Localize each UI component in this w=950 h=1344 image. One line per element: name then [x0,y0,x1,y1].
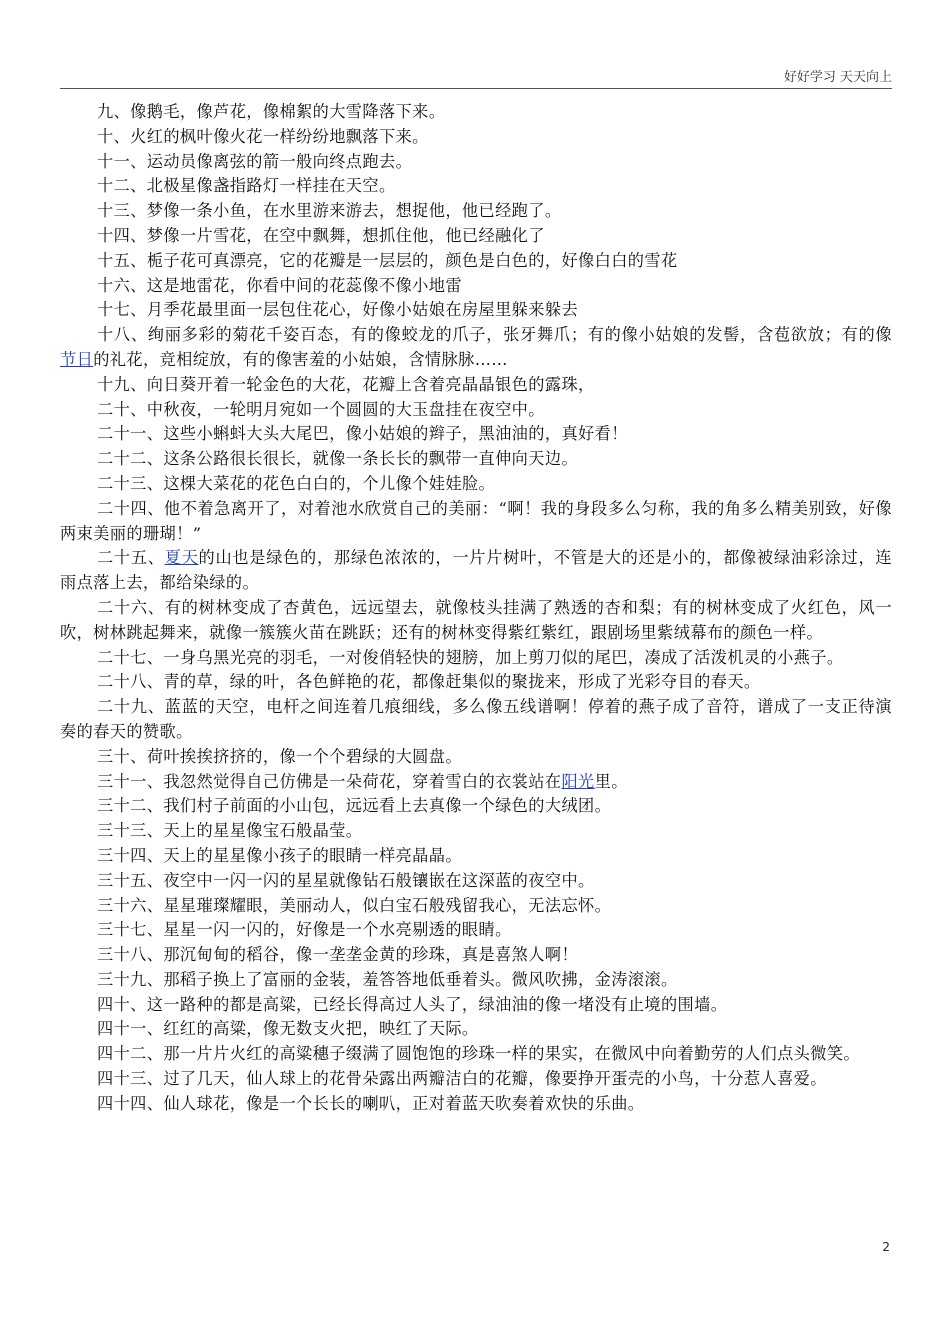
paragraph [60,894,892,919]
paragraph-text: 十五、栀子花可真漂亮，它的花瓣是一层层的，颜色是白色的，好像白白的雪花 [97,250,678,270]
paragraph [60,918,892,943]
paragraph [60,770,892,795]
paragraph-text: 十四、梦像一片雪花，在空中飘舞，想抓住他，他已经融化了 [97,225,545,245]
paragraph [60,472,892,497]
paragraph [60,224,892,249]
paragraph-text: 二十二、这条公路很长很长，就像一条长长的飘带一直伸向天边。 [97,449,579,469]
paragraph [60,100,892,125]
paragraph [60,646,892,671]
paragraph-text: 四十二、那一片片火红的高粱穗子缀满了圆饱饱的珍珠一样的果实，在微风中向着勤劳的人们点头微笑。 [97,1044,861,1064]
paragraph-text: 四十、这一路种的都是高粱，已经长得高过人头了，绿油油的像一堵没有止境的围墙。 [97,994,728,1014]
paragraph-text: 十九、向日葵开着一轮金色的大花，花瓣上含着亮晶晶银色的露珠， [97,374,595,394]
paragraph [60,447,892,472]
paragraph [60,695,892,745]
paragraph-text: 十六、这是地雷花，你看中间的花蕊像不像小地雷 [97,275,462,295]
paragraph [60,869,892,894]
paragraph-text: 十一、运动员像离弦的箭一般向终点跑去。 [97,151,413,171]
paragraph [60,323,892,373]
paragraph-text: 二十八、青的草，绿的叶，各色鲜艳的花，都像赶集似的聚拢来，形成了光彩夺目的春天。 [97,672,761,692]
page-header: 好好学习 天天向上 [60,66,892,89]
paragraph-text: 的山也是绿色的，那绿色浓浓的，一片片树叶，不管是大的还是小的，都像被绿油彩涂过，连雨点落上去，都给染绿的。 [60,548,892,593]
paragraph-text: 四十四、仙人球花，像是一个长长的喇叭，正对着蓝天吹奏着欢快的乐曲。 [97,1093,645,1113]
paragraph-text: 三十一、我忽然觉得自己仿佛是一朵荷花，穿着雪白的衣裳站在 [97,771,562,791]
paragraph-text: 九、像鹅毛，像芦花，像棉絮的大雪降落下来。 [97,102,446,121]
paragraph [60,968,892,993]
hyperlink[interactable]: 节日 [60,349,94,369]
paragraph-text: 十三、梦像一条小鱼，在水里游来游去，想捉他，他已经跑了。 [97,201,562,221]
paragraph-text: 二十五、 [97,548,165,568]
paragraph [60,1067,892,1092]
paragraph-text: 三十、荷叶挨挨挤挤的，像一个个碧绿的大圆盘。 [97,746,462,766]
paragraph-text: 二十七、一身乌黑光亮的羽毛，一对俊俏轻快的翅膀，加上剪刀似的尾巴，凑成了活泼机灵的小燕子。 [97,647,844,667]
paragraph-text: 二十六、有的树林变成了杏黄色，远远望去，就像枝头挂满了熟透的杏和梨；有的树林变成了火红色，风一吹，树林跳起舞来，就像一簇簇火苗在跳跃；还有的树林变得紫红紫红，跟剧场里紫绒幕布的颜色一样。 [60,597,892,642]
paragraph-text: 三十三、天上的星星像宝石般晶莹。 [97,821,363,841]
paragraph-text: 三十九、那稻子换上了富丽的金装，羞答答地低垂着头。微风吹拂，金涛滚滚。 [97,969,678,989]
paragraph-text: 十八、绚丽多彩的菊花千姿百态，有的像蛟龙的爪子，张牙舞爪；有的像小姑娘的发髻，含苞欲放；有的像 [97,325,892,345]
paragraph [60,546,892,596]
paragraph-text: 三十六、星星璀璨耀眼，美丽动人，似白宝石般残留我心，无法忘怀。 [97,895,612,915]
paragraph [60,398,892,423]
paragraph [60,1017,892,1042]
paragraph [60,199,892,224]
paragraph-text: 十七、月季花最里面一层包住花心，好像小姑娘在房屋里躲来躲去 [97,300,579,320]
paragraph-text: 里。 [594,771,628,791]
paragraph [60,422,892,447]
paragraph-text: 二十三、这棵大菜花的花色白白的，个儿像个娃娃脸。 [97,473,496,493]
paragraph-text: 二十九、蓝蓝的天空，电杆之间连着几痕细线，多么像五线谱啊！停着的燕子成了音符，谱成了一支正待演奏的春天的赞歌。 [60,697,892,741]
paragraph-text: 二十一、这些小蝌蚪大头大尾巴，像小姑娘的辫子，黑油油的，真好看！ [97,424,628,444]
hyperlink[interactable]: 夏天 [164,548,199,568]
paragraph-text: 三十七、星星一闪一闪的，好像是一个水亮剔透的眼睛。 [97,920,512,940]
paragraph [60,1092,892,1117]
paragraph [60,373,892,398]
paragraph-text: 四十一、红红的高粱，像无数支火把，映红了天际。 [97,1019,479,1039]
paragraph [60,819,892,844]
paragraph-text: 十、火红的枫叶像火花一样纷纷地飘落下来。 [97,126,429,146]
paragraph-text: 十二、北极星像盏指路灯一样挂在天空。 [97,176,396,196]
paragraph [60,150,892,175]
paragraph-text: 三十五、夜空中一闪一闪的星星就像钻石般镶嵌在这深蓝的夜空中。 [97,870,595,890]
paragraph-text: 二十、中秋夜，一轮明月宛如一个圆圆的大玉盘挂在夜空中。 [97,399,545,419]
paragraph [60,745,892,770]
paragraph [60,943,892,968]
paragraph [60,596,892,646]
paragraph [60,497,892,547]
paragraph [60,298,892,323]
paragraph-text: 三十二、我们村子前面的小山包，远远看上去真像一个绿色的大绒团。 [97,796,612,816]
paragraph [60,844,892,869]
paragraph-text: 二十四、他不着急离开了，对着池水欣赏自己的美丽：“啊！我的身段多么匀称，我的角多么精美别致，好像两束美丽的珊瑚！” [60,498,892,543]
page-number: 2 [882,1240,890,1254]
paragraph [60,993,892,1018]
paragraph-text: 三十四、天上的星星像小孩子的眼睛一样亮晶晶。 [97,845,462,865]
paragraph [60,174,892,199]
paragraph-text: 的礼花，竞相绽放，有的像害羞的小姑娘，含情脉脉…… [93,349,508,369]
hyperlink[interactable]: 阳光 [561,771,595,791]
paragraph [60,274,892,299]
paragraph [60,794,892,819]
paragraph [60,249,892,274]
paragraph [60,670,892,695]
paragraph-text: 三十八、那沉甸甸的稻谷，像一垄垄金黄的珍珠，真是喜煞人啊！ [97,945,579,965]
paragraph [60,1042,892,1067]
paragraph [60,125,892,150]
paragraph-text: 四十三、过了几天，仙人球上的花骨朵露出两瓣洁白的花瓣，像要挣开蛋壳的小鸟，十分惹人喜爱。 [97,1069,827,1089]
document-body [60,100,892,1117]
